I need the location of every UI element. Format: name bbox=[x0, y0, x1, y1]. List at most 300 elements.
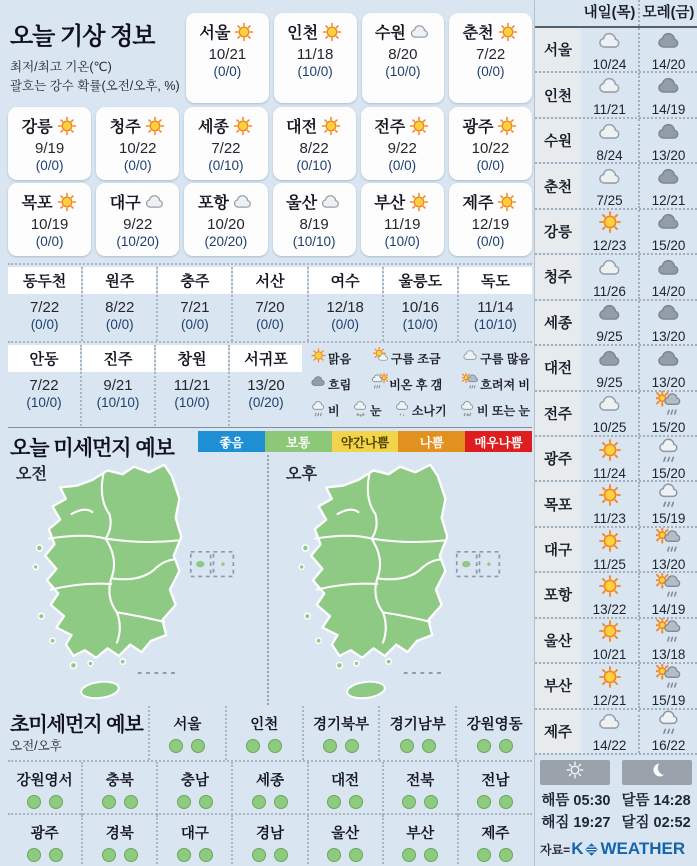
table-city-temp: 10/16 bbox=[401, 299, 440, 316]
region-name: 인천 bbox=[250, 717, 279, 733]
am-level-dot bbox=[402, 848, 416, 862]
city-temp: 7/22 bbox=[476, 46, 506, 63]
sun-icon bbox=[320, 115, 342, 137]
moonset-line: 달짐 02:52 bbox=[621, 814, 691, 831]
pm-level-dot bbox=[349, 795, 363, 809]
city-name: 포항 bbox=[197, 195, 229, 212]
city-name: 서울 bbox=[199, 25, 231, 42]
cloud_light-icon bbox=[597, 255, 623, 286]
pm-level-dot bbox=[345, 739, 359, 753]
sun-icon bbox=[597, 209, 623, 240]
table-city-name: 동두천 bbox=[8, 267, 81, 294]
city-rain-prob: (0/0) bbox=[476, 64, 505, 79]
pm-level-dot bbox=[499, 795, 513, 809]
region-name: 대전 bbox=[331, 772, 360, 789]
forecast-tomorrow bbox=[581, 119, 640, 162]
forecast-temp: 12/21 bbox=[651, 193, 686, 209]
region-dots bbox=[327, 848, 363, 862]
moon-times bbox=[622, 791, 691, 835]
city-rain-prob: (20/20) bbox=[204, 234, 248, 249]
sun-icon bbox=[597, 618, 623, 649]
moonrise-line: 달뜸 14:28 bbox=[621, 793, 691, 809]
table-city-temp: 8/22 bbox=[105, 299, 135, 316]
forecast-dayafter bbox=[640, 528, 697, 571]
forecast-tomorrow bbox=[581, 255, 640, 298]
forecast-tomorrow bbox=[581, 301, 640, 344]
forecast-temp: 9/25 bbox=[596, 329, 623, 345]
city-temp: 8/19 bbox=[299, 216, 329, 233]
city-card-header bbox=[198, 114, 254, 137]
sun_rain-icon bbox=[656, 391, 682, 422]
forecast-temp: 15/20 bbox=[651, 465, 686, 481]
city-card-header bbox=[462, 190, 518, 213]
rain-icon bbox=[310, 400, 327, 422]
table-city-col bbox=[230, 345, 302, 426]
forecast-city: 서울 bbox=[535, 28, 581, 71]
am-level-dot bbox=[477, 795, 491, 809]
forecast-row bbox=[535, 301, 697, 346]
forecast-temp: 12/23 bbox=[592, 238, 627, 254]
fine-dust-region bbox=[156, 762, 231, 815]
dust-level-segment: 매우나쁨 bbox=[465, 431, 532, 452]
sun-icon-box bbox=[540, 760, 610, 785]
table-city-col bbox=[83, 267, 158, 341]
rain_snow-icon bbox=[459, 400, 476, 422]
city-card bbox=[361, 107, 444, 180]
weather-legend-row bbox=[310, 347, 532, 369]
pm-level-dot bbox=[349, 848, 363, 862]
forecast-dayafter bbox=[640, 619, 697, 662]
cloud_light-icon bbox=[462, 347, 479, 369]
city-name: 인천 bbox=[287, 25, 319, 42]
legend-label: 흐려져 비 bbox=[480, 377, 530, 392]
pm-level-dot bbox=[268, 739, 282, 753]
pm-level-dot bbox=[124, 848, 138, 862]
cloud_light-icon bbox=[597, 391, 623, 422]
fine-dust-row-1 bbox=[148, 706, 532, 760]
city-card-header bbox=[286, 114, 342, 137]
city-temp: 9/22 bbox=[123, 216, 153, 233]
legend-item bbox=[352, 400, 382, 422]
forecast-row bbox=[535, 346, 697, 391]
two-day-forecast-panel bbox=[534, 0, 697, 866]
rain-icon bbox=[656, 709, 682, 740]
city-rain-prob: (0/0) bbox=[213, 64, 242, 79]
table-city-temp: 11/21 bbox=[173, 377, 211, 394]
city-card bbox=[8, 183, 91, 256]
city-rain-prob: (0/0) bbox=[123, 158, 152, 173]
sun-icon bbox=[321, 21, 343, 43]
city-rain-prob: (0/0) bbox=[35, 234, 64, 249]
sun-moon-boxes bbox=[535, 760, 697, 785]
table-city-prob: (10/0) bbox=[174, 395, 210, 410]
table-city-col bbox=[8, 345, 82, 426]
source-prefix: 자료= bbox=[540, 842, 571, 857]
fine-dust-region bbox=[8, 762, 81, 815]
region-dots bbox=[477, 848, 513, 862]
table-city-temp: 13/20 bbox=[247, 377, 285, 394]
sun-icon bbox=[597, 482, 623, 513]
city-temp: 12/19 bbox=[471, 216, 510, 233]
city-table-1 bbox=[8, 263, 532, 341]
city-temp: 11/18 bbox=[296, 46, 334, 63]
forecast-dayafter bbox=[640, 28, 697, 71]
sun-icon bbox=[144, 115, 166, 137]
table-city-prob: (10/10) bbox=[96, 395, 140, 410]
forecast-temp: 12/21 bbox=[592, 692, 627, 708]
city-rain-prob: (10/0) bbox=[385, 64, 421, 79]
city-card-header bbox=[110, 190, 166, 213]
cloud_dark-icon bbox=[656, 164, 682, 195]
legend-label: 소나기 bbox=[411, 404, 447, 419]
fine-dust-row-2 bbox=[8, 760, 532, 815]
am-level-dot bbox=[246, 739, 260, 753]
table-city-name: 서산 bbox=[233, 267, 306, 294]
table-city-col bbox=[158, 267, 233, 341]
forecast-temp: 11/24 bbox=[593, 465, 626, 481]
legend-item bbox=[310, 400, 340, 422]
am-level-dot bbox=[177, 795, 191, 809]
pm-level-dot bbox=[49, 848, 63, 862]
region-dots bbox=[402, 795, 438, 809]
kweather-rest: WEATHER bbox=[600, 839, 686, 858]
section-divider bbox=[8, 427, 532, 428]
table-city-prob: (10/0) bbox=[26, 395, 62, 410]
city-card-header bbox=[22, 190, 78, 213]
dust-level-segment: 좋음 bbox=[198, 431, 265, 452]
am-level-dot bbox=[27, 848, 41, 862]
forecast-city: 광주 bbox=[535, 437, 581, 480]
cloud_dark-icon bbox=[656, 346, 682, 377]
table-city-col bbox=[156, 345, 230, 426]
dust-level-segment: 약간나쁨 bbox=[332, 431, 399, 452]
table-city-prob: (0/0) bbox=[105, 317, 134, 332]
cloud_light-icon bbox=[144, 191, 166, 213]
pm-level-dot bbox=[274, 848, 288, 862]
legend-item bbox=[373, 347, 441, 369]
shower-icon bbox=[394, 400, 411, 422]
region-name: 제주 bbox=[481, 825, 510, 842]
city-temp: 9/19 bbox=[34, 140, 65, 157]
city-card-header bbox=[198, 190, 254, 213]
region-name: 부산 bbox=[406, 825, 435, 842]
forecast-dayafter bbox=[640, 164, 697, 207]
fine-dust-row-3 bbox=[8, 813, 532, 866]
legend-label: 비 bbox=[328, 404, 340, 419]
region-name: 충북 bbox=[105, 772, 134, 789]
am-level-dot bbox=[327, 795, 341, 809]
city-name: 강릉 bbox=[21, 119, 53, 136]
header bbox=[10, 16, 186, 96]
city-card bbox=[449, 107, 532, 180]
city-rain-prob: (0/10) bbox=[208, 158, 244, 173]
city-card bbox=[186, 13, 269, 103]
forecast-row bbox=[535, 392, 697, 437]
city-card bbox=[274, 13, 357, 103]
forecast-header-spacer bbox=[535, 0, 581, 26]
city-card bbox=[362, 13, 445, 103]
table-city-col bbox=[82, 345, 156, 426]
table-city-name: 울릉도 bbox=[384, 267, 457, 294]
forecast-row bbox=[535, 573, 697, 618]
city-temp: 10/21 bbox=[208, 46, 247, 63]
weather-legend-row bbox=[310, 373, 532, 395]
sun-icon bbox=[496, 115, 518, 137]
dust-section-title: 오늘 미세먼지 예보 bbox=[10, 437, 174, 460]
city-card-header bbox=[374, 190, 430, 213]
table-city-temp: 7/20 bbox=[255, 299, 285, 316]
city-temp: 10/20 bbox=[207, 216, 245, 233]
legend-item bbox=[310, 347, 351, 369]
forecast-row bbox=[535, 619, 697, 664]
cloud_dark-icon bbox=[656, 209, 682, 240]
sun-icon bbox=[597, 573, 623, 604]
region-name: 전북 bbox=[406, 772, 435, 789]
legend-label: 눈 bbox=[369, 404, 382, 419]
city-name: 대전 bbox=[286, 119, 318, 136]
region-dots bbox=[477, 795, 513, 809]
am-level-dot bbox=[252, 848, 266, 862]
city-temp: 8/20 bbox=[388, 46, 418, 63]
dust-map-am-label: 오전 bbox=[16, 466, 47, 483]
forecast-dayafter bbox=[640, 301, 697, 344]
kweather-globe-icon bbox=[584, 842, 599, 857]
cloud_dark-icon bbox=[597, 346, 623, 377]
forecast-temp: 9/25 bbox=[596, 374, 623, 390]
fine-dust-region bbox=[231, 815, 306, 866]
pm-level-dot bbox=[199, 848, 213, 862]
today-cards-row2 bbox=[8, 107, 532, 180]
city-rain-prob: (0/10) bbox=[296, 158, 332, 173]
am-level-dot bbox=[477, 739, 491, 753]
rain-icon bbox=[656, 437, 682, 468]
region-dots bbox=[177, 848, 213, 862]
forecast-city: 강릉 bbox=[535, 210, 581, 253]
forecast-city: 세종 bbox=[535, 301, 581, 344]
forecast-city: 수원 bbox=[535, 119, 581, 162]
city-temp: 7/22 bbox=[211, 140, 241, 157]
city-card bbox=[96, 107, 179, 180]
sunset-line: 해짐 19:27 bbox=[541, 814, 611, 831]
sun_rain-icon bbox=[462, 373, 479, 395]
city-temp: 11/19 bbox=[384, 216, 421, 233]
table-city-name: 안동 bbox=[8, 345, 80, 372]
sun_rain-icon bbox=[656, 664, 682, 695]
city-rain-prob: (10/0) bbox=[297, 64, 333, 79]
forecast-temp: 8/24 bbox=[596, 147, 623, 163]
table-city-prob: (0/0) bbox=[180, 317, 209, 332]
forecast-temp: 14/22 bbox=[592, 738, 627, 754]
table-city-col bbox=[233, 267, 308, 341]
legend-label: 비 또는 눈 bbox=[476, 404, 530, 419]
pm-level-dot bbox=[499, 848, 513, 862]
city-card-header bbox=[287, 20, 343, 43]
am-level-dot bbox=[252, 795, 266, 809]
region-dots bbox=[323, 739, 359, 753]
legend-item bbox=[462, 347, 530, 369]
pm-level-dot bbox=[49, 795, 63, 809]
legend-label: 흐림 bbox=[328, 377, 352, 392]
sun-icon bbox=[56, 191, 78, 213]
region-dots bbox=[252, 848, 288, 862]
fine-dust-region bbox=[382, 762, 457, 815]
table-city-name: 진주 bbox=[82, 345, 154, 372]
fine-dust-region bbox=[307, 815, 382, 866]
region-name: 서울 bbox=[173, 717, 202, 733]
forecast-temp: 13/20 bbox=[651, 374, 686, 390]
table-city-temp: 7/22 bbox=[29, 377, 59, 394]
am-level-dot bbox=[177, 848, 191, 862]
region-name: 경남 bbox=[255, 825, 284, 842]
table-city-name: 여수 bbox=[309, 267, 382, 294]
forecast-temp: 10/25 bbox=[592, 420, 627, 436]
city-card bbox=[449, 13, 532, 103]
city-card-header bbox=[374, 114, 430, 137]
pm-level-dot bbox=[199, 795, 213, 809]
forecast-dayafter bbox=[640, 664, 697, 707]
forecast-tomorrow bbox=[581, 664, 640, 707]
forecast-row bbox=[535, 437, 697, 482]
region-dots bbox=[477, 739, 513, 753]
city-rain-prob: (10/10) bbox=[292, 234, 336, 249]
forecast-tomorrow bbox=[581, 573, 640, 616]
sun-moon-times bbox=[535, 791, 697, 835]
fine-dust-region bbox=[457, 762, 532, 815]
legend-label: 맑음 bbox=[328, 351, 352, 366]
table-city-col bbox=[8, 267, 83, 341]
table-city-prob: (10/0) bbox=[402, 317, 438, 332]
sun-outline-icon bbox=[565, 760, 585, 785]
pm-level-dot bbox=[124, 795, 138, 809]
city-card bbox=[96, 183, 179, 256]
fine-dust-region bbox=[378, 706, 455, 760]
forecast-temp: 13/22 bbox=[592, 601, 627, 617]
sun-icon bbox=[408, 191, 430, 213]
city-card-header bbox=[22, 114, 78, 137]
page-title: 오늘 기상 정보 bbox=[10, 23, 155, 50]
sun-icon bbox=[56, 115, 78, 137]
forecast-city: 울산 bbox=[535, 619, 581, 662]
fine-dust-region bbox=[81, 815, 156, 866]
forecast-tomorrow bbox=[581, 437, 640, 480]
sun-icon bbox=[597, 528, 623, 559]
forecast-row bbox=[535, 255, 697, 300]
sun_rain-icon bbox=[656, 528, 682, 559]
table-city-temp: 7/21 bbox=[180, 299, 210, 316]
header-note-prob: 괄호는 강수 확률(오전/오후, %) bbox=[10, 78, 180, 93]
table-city-temp: 7/22 bbox=[29, 299, 60, 316]
table-city-prob: (0/0) bbox=[331, 317, 360, 332]
forecast-tomorrow bbox=[581, 710, 640, 753]
forecast-row bbox=[535, 710, 697, 755]
city-rain-prob: (0/0) bbox=[35, 158, 64, 173]
region-name: 울산 bbox=[331, 825, 360, 842]
legend-label: 비온 후 갬 bbox=[389, 377, 443, 392]
am-level-dot bbox=[477, 848, 491, 862]
moon-icon-box bbox=[622, 760, 692, 785]
cloud_dark-icon bbox=[656, 255, 682, 286]
snow-icon bbox=[352, 400, 369, 422]
table-city-prob: (0/0) bbox=[30, 317, 59, 332]
forecast-temp: 11/25 bbox=[593, 556, 626, 572]
cloud_light-icon bbox=[597, 28, 623, 59]
forecast-temp: 14/19 bbox=[651, 601, 686, 617]
forecast-temp: 13/18 bbox=[651, 647, 686, 663]
city-name: 제주 bbox=[462, 195, 494, 212]
forecast-row bbox=[535, 482, 697, 527]
pm-level-dot bbox=[499, 739, 513, 753]
forecast-dayafter bbox=[640, 573, 697, 616]
header-note bbox=[10, 58, 186, 96]
dust-level-segment: 나쁨 bbox=[398, 431, 465, 452]
region-name: 경기남부 bbox=[389, 717, 446, 733]
forecast-city: 청주 bbox=[535, 255, 581, 298]
city-name: 광주 bbox=[462, 119, 494, 136]
forecast-col-tomorrow: 내일(목) bbox=[581, 0, 640, 26]
pm-level-dot bbox=[422, 739, 436, 753]
city-card-header bbox=[462, 114, 518, 137]
forecast-city: 포항 bbox=[535, 573, 581, 616]
region-name: 강원영동 bbox=[466, 717, 523, 733]
sun-icon bbox=[310, 347, 327, 369]
region-dots bbox=[400, 739, 436, 753]
forecast-col-dayafter: 모레(금) bbox=[642, 5, 695, 21]
city-name: 청주 bbox=[109, 119, 141, 136]
region-dots bbox=[102, 848, 138, 862]
forecast-temp: 10/24 bbox=[592, 56, 627, 72]
city-rain-prob: (0/0) bbox=[476, 158, 505, 173]
pm-level-dot bbox=[191, 739, 205, 753]
forecast-city: 인천 bbox=[535, 73, 581, 116]
forecast-city: 부산 bbox=[535, 664, 581, 707]
cloud_dark-icon bbox=[310, 373, 327, 395]
city-name: 부산 bbox=[374, 195, 406, 212]
forecast-rows bbox=[535, 28, 697, 755]
forecast-dayafter bbox=[640, 710, 697, 753]
forecast-tomorrow bbox=[581, 164, 640, 207]
forecast-dayafter bbox=[640, 119, 697, 162]
fine-dust-region bbox=[457, 815, 532, 866]
legend-item bbox=[310, 373, 351, 395]
city-card bbox=[8, 107, 91, 180]
region-name: 전남 bbox=[481, 772, 510, 789]
cloud_dark-icon bbox=[656, 28, 682, 59]
city-name: 전주 bbox=[374, 119, 406, 136]
fine-dust-sub: 오전/오후 bbox=[10, 739, 62, 753]
city-card bbox=[184, 183, 267, 256]
forecast-row bbox=[535, 164, 697, 209]
pm-level-dot bbox=[424, 848, 438, 862]
map-divider bbox=[267, 455, 269, 705]
city-card-header bbox=[463, 20, 519, 43]
forecast-temp: 13/20 bbox=[651, 329, 686, 345]
forecast-temp: 15/20 bbox=[651, 420, 686, 436]
table-city-temp: 12/18 bbox=[326, 299, 364, 316]
forecast-row bbox=[535, 210, 697, 255]
forecast-dayafter bbox=[640, 210, 697, 253]
am-level-dot bbox=[102, 848, 116, 862]
sun_rain-icon bbox=[656, 573, 682, 604]
cloud_light-icon bbox=[597, 709, 623, 740]
forecast-tomorrow bbox=[581, 210, 640, 253]
forecast-dayafter bbox=[640, 255, 697, 298]
table-city-temp: 11/14 bbox=[477, 299, 514, 316]
city-card-header bbox=[286, 190, 342, 213]
cloud_light-icon bbox=[597, 73, 623, 104]
fine-dust-region bbox=[455, 706, 532, 760]
sun-icon bbox=[597, 664, 623, 695]
forecast-city: 전주 bbox=[535, 392, 581, 435]
